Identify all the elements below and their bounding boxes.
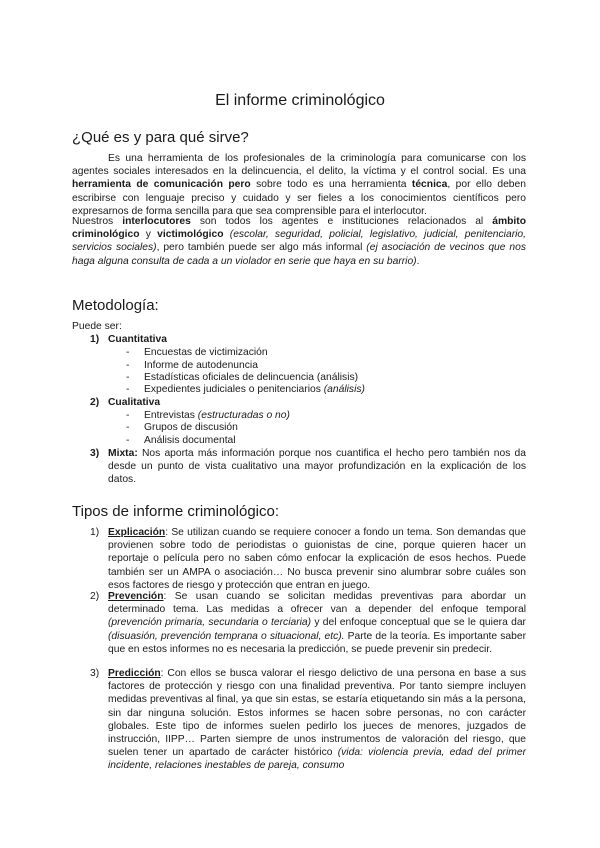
- list-label-cualitativa: Cualitativa: [108, 397, 161, 408]
- list-label-cuantitativa: Cuantitativa: [108, 334, 167, 345]
- italic-run: (vida: violencia previa, edad del primer incidente, relaciones inestables de pareja, consumo: [108, 747, 527, 772]
- paragraph-prediccion: [108, 667, 526, 773]
- list-item: Encuestas de victimización: [144, 347, 268, 358]
- bold-run: herramienta de comunicación pero: [72, 179, 251, 191]
- text-run: Nuestros: [72, 216, 123, 227]
- term-label: Explicación: [108, 527, 166, 538]
- term-label: Prevención: [108, 591, 164, 602]
- section-heading-what: ¿Qué es y para qué sirve?: [72, 129, 249, 146]
- bold-run: interlocutores: [122, 216, 191, 227]
- list-dash: -: [126, 435, 130, 446]
- bold-run: ámbito criminológico: [72, 216, 526, 241]
- list-item: Análisis documental: [144, 435, 236, 446]
- text-run: sobre todo es una herramienta: [250, 179, 412, 191]
- paragraph-prevencion: [108, 590, 526, 656]
- list-dash: -: [126, 372, 130, 383]
- text-run: Entrevistas: [144, 410, 198, 421]
- list-dash: -: [126, 360, 130, 371]
- text-run: : Se usan cuando se solicitan medidas preventivas para abordar un determinado tema. Las medidas a ofrecer van a depender del enfoque temporal: [108, 591, 526, 616]
- list-item: Estadísticas oficiales de delincuencia (análisis): [144, 372, 359, 383]
- bold-run: victimológico: [157, 229, 224, 241]
- list-number: 2): [90, 591, 100, 602]
- list-number: 1): [90, 527, 100, 538]
- section-heading-methodology: Metodología:: [72, 297, 159, 314]
- paragraph-interlocutors: [72, 215, 526, 268]
- list-item: Informe de autodenuncia: [144, 360, 258, 371]
- text-run: Nos aporta más información porque nos cuantifica el hecho pero también nos da desde un punto de vista cualitativo una mayor profundización en la explicación de los datos.: [108, 448, 526, 486]
- text-run: Es una herramienta de los profesionales de la criminología para comunicarse con los agentes sociales interesados en la delincuencia, el delito, la víctima y el control social. Es una: [72, 153, 526, 178]
- text-run: Expedientes judiciales o penitenciarios: [144, 384, 324, 395]
- text-run: .: [416, 255, 420, 267]
- text-run: y: [139, 229, 158, 241]
- list-item: [144, 383, 365, 396]
- bold-run: técnica: [411, 179, 448, 191]
- list-number: 3): [90, 668, 100, 679]
- bold-run: Mixta:: [108, 448, 138, 459]
- text-run: , por ello deben escribirse con lenguaje preciso y cuidado y ser fieles a los conocimientos científicos pero expresarnos de forma sencilla para que sea comprensible para el interlocutor.: [72, 179, 526, 217]
- list-number: 3): [90, 448, 100, 459]
- text-run: Parte de la teoría. Es importante saber que en estos informes no es necesaria la predicción, se puede prevenir sin predecir.: [108, 630, 527, 655]
- section-heading-types: Tipos de informe criminológico:: [72, 503, 280, 520]
- italic-run: (análisis): [323, 384, 365, 395]
- text-run: : Con ellos se busca valorar el riesgo delictivo de una persona en base a sus factores de protección y riesgo con una finalidad preventiva. Por tanto siempre incluyen medidas preventivas al final, ya que sin estas, se estaría etiquetando sin más a la persona, sin dar ninguna solución. Estos informes se hacen sobre personas, no con carácter globales. Este tipo de informes suelen pedirlo los jueces de menores, juzgados de instrucción, IIPP… Parten siempre de unos instrumentos de valoración del riesgo, que suelen tener un apartado de carácter histórico: [108, 668, 526, 759]
- list-item: Grupos de discusión: [144, 422, 238, 433]
- list-dash: -: [126, 347, 130, 358]
- italic-run: (disuasión, prevención temprana o situacional, etc).: [108, 630, 345, 642]
- list-number: 2): [90, 397, 100, 408]
- list-number: 1): [90, 334, 100, 345]
- italic-run: (prevención primaria, secundaria o terciaria): [108, 617, 312, 629]
- paragraph-explicacion: [108, 526, 526, 592]
- italic-run: (ej asociación de vecinos que nos haga alguna consulta de cada a un violador en serie que haya en su barrio): [72, 242, 526, 267]
- document-title: El informe criminológico: [215, 92, 385, 109]
- list-dash: -: [126, 422, 130, 433]
- italic-run: (estructuradas o no): [197, 410, 290, 421]
- paragraph-definition: [72, 152, 526, 218]
- text-run: son todos los agentes e instituciones relacionados al: [190, 216, 493, 227]
- term-label: Predicción: [108, 668, 161, 679]
- methodology-intro: Puede ser:: [72, 321, 122, 332]
- list-dash: -: [126, 410, 130, 421]
- italic-run: (escolar, seguridad, policial, legislativo, judicial, penitenciario, servicios sociales): [72, 229, 526, 254]
- text-run: : Se utilizan cuando se requiere conocer a fondo un tema. Son demandas que provienen sobre todo de periodistas o guionistas de cine, porque quieren hacer un reportaje o película pero no saben cómo enfocar la explicación de esos hechos. Puede también ser un AMPA o asociación… No busca prevenir sino alumbrar sobre cuáles son esos factores de riesgo y protección que entran en juego.: [108, 527, 526, 591]
- paragraph-mixta: [108, 447, 526, 487]
- text-run: , pero también puede ser algo más informal: [156, 242, 367, 254]
- list-dash: -: [126, 384, 130, 395]
- text-run: y del enfoque conceptual que se le quiera dar: [311, 617, 526, 629]
